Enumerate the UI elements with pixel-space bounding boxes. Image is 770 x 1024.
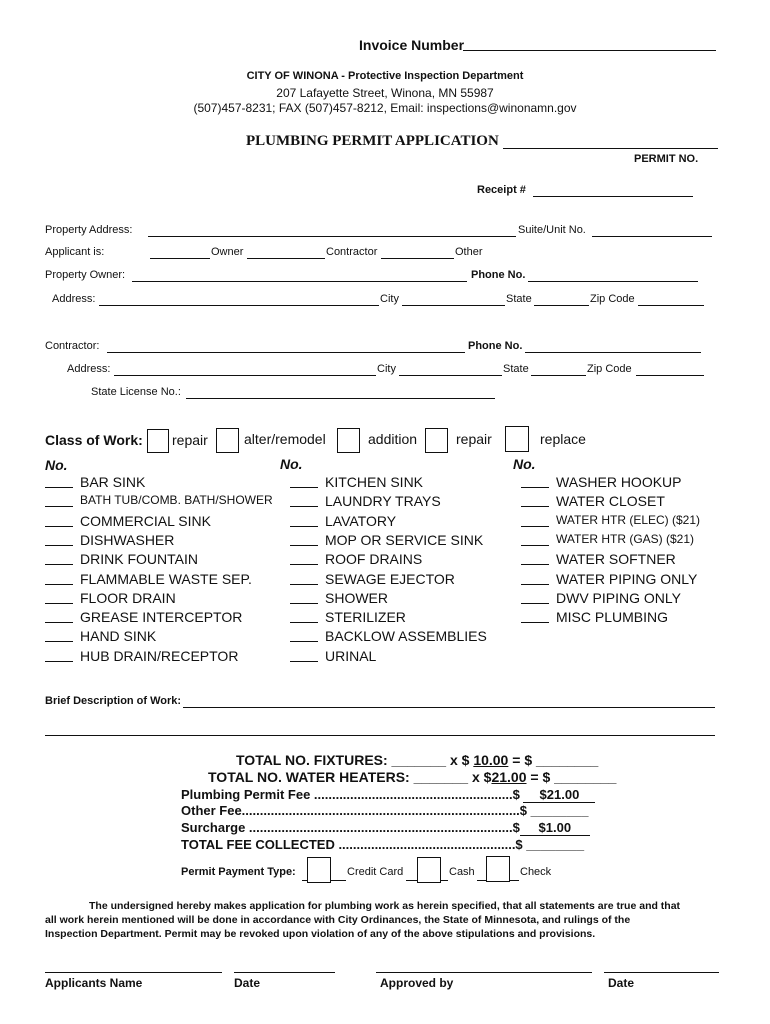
fixture-count-line[interactable] bbox=[45, 661, 73, 662]
total-heaters-row bbox=[208, 769, 616, 785]
applicant-owner-line[interactable] bbox=[150, 258, 210, 259]
fixture-count-line[interactable] bbox=[521, 564, 549, 565]
fixture-count-line[interactable] bbox=[290, 526, 318, 527]
fixture-count-line[interactable] bbox=[521, 545, 549, 546]
fixture-label: WATER CLOSET bbox=[556, 493, 665, 510]
date-label-2: Date bbox=[608, 976, 635, 990]
fixture-label: KITCHEN SINK bbox=[325, 474, 424, 490]
fixture-label: SEWAGE EJECTOR bbox=[325, 570, 455, 587]
col2-no-header: No. bbox=[280, 456, 303, 472]
fixture-label: WATER SOFTNER bbox=[556, 551, 676, 568]
fixture-label: BAR SINK bbox=[80, 474, 146, 490]
fixture-count-line[interactable] bbox=[45, 641, 73, 642]
fixture-label: WATER HTR (ELEC) ($21) bbox=[556, 512, 701, 527]
department-contact: (507)457-8231; FAX (507)457-8212, Email: inspections@winonamn.gov bbox=[193, 101, 577, 115]
applicant-other-line[interactable] bbox=[381, 258, 454, 259]
fixture-count-line[interactable] bbox=[290, 506, 318, 507]
fixture-label: WATER PIPING ONLY bbox=[556, 570, 698, 587]
fixture-count-line[interactable] bbox=[45, 564, 73, 565]
total-fixtures-row bbox=[236, 752, 598, 768]
statement-line-3: Inspection Department. Permit may be revoked upon violation of any of the above stipulations and provisions. bbox=[45, 928, 596, 940]
fixture-count-line[interactable] bbox=[290, 622, 318, 623]
cash-checkbox[interactable] bbox=[417, 857, 441, 883]
applicant-other-label: Other bbox=[455, 246, 483, 258]
fixture-count-line[interactable] bbox=[45, 487, 73, 488]
fixture-count-line[interactable] bbox=[45, 603, 73, 604]
property-address-line[interactable] bbox=[148, 236, 516, 237]
col3-no-header: No. bbox=[513, 456, 536, 472]
fixture-label: DRINK FOUNTAIN bbox=[80, 551, 198, 568]
fixture-label: FLAMMABLE WASTE SEP. bbox=[80, 570, 252, 587]
fixture-count-line[interactable] bbox=[45, 584, 73, 585]
suite-unit-line[interactable] bbox=[592, 236, 712, 237]
class-repair-checkbox[interactable] bbox=[147, 429, 169, 453]
fixture-count-line[interactable] bbox=[521, 526, 549, 527]
applicant-signature-line[interactable] bbox=[45, 972, 222, 973]
cash-label: Cash bbox=[449, 866, 475, 878]
contractor-city-line[interactable] bbox=[399, 375, 502, 376]
class-alter-remodel-label: alter/remodel bbox=[244, 431, 326, 447]
owner-zip-label: Zip Code bbox=[590, 293, 635, 305]
credit-card-label: Credit Card bbox=[347, 866, 404, 878]
contractor-phone-label: Phone No. bbox=[468, 340, 523, 352]
fixture-label: BATH TUB/COMB. BATH/SHOWER bbox=[80, 493, 273, 508]
fixture-count-line[interactable] bbox=[521, 584, 549, 585]
applicant-date-line[interactable] bbox=[234, 972, 335, 973]
total-fixtures-label: TOTAL NO. FIXTURES: _______ x $ bbox=[236, 752, 470, 768]
date-label-1: Date bbox=[234, 976, 261, 990]
property-address-label: Property Address: bbox=[45, 224, 133, 236]
property-owner-label: Property Owner: bbox=[45, 269, 126, 281]
fixture-count-line[interactable] bbox=[290, 545, 318, 546]
fixture-count-line[interactable] bbox=[45, 545, 73, 546]
check-label: Check bbox=[520, 866, 552, 878]
permit-number-line[interactable] bbox=[503, 148, 718, 149]
contractor-label: Contractor: bbox=[45, 340, 100, 352]
fixture-count-line[interactable] bbox=[290, 564, 318, 565]
fixture-label: HAND SINK bbox=[80, 628, 157, 645]
fixture-count-line[interactable] bbox=[290, 603, 318, 604]
fixture-count-line[interactable] bbox=[290, 487, 318, 488]
description-line-1[interactable] bbox=[183, 707, 715, 708]
contractor-state-label: State bbox=[503, 363, 529, 375]
description-line-2[interactable] bbox=[45, 735, 715, 736]
fixture-label: GREASE INTERCEPTOR bbox=[80, 609, 243, 626]
fixture-count-line[interactable] bbox=[521, 622, 549, 623]
owner-address-label: Address: bbox=[52, 293, 96, 305]
fixture-label: COMMERCIAL SINK bbox=[80, 512, 211, 529]
fixture-count-line[interactable] bbox=[45, 526, 73, 527]
owner-state-line[interactable] bbox=[534, 305, 589, 306]
fixture-label: URINAL bbox=[325, 647, 377, 664]
owner-city-label: City bbox=[380, 293, 399, 305]
contractor-city-label: City bbox=[377, 363, 396, 375]
check-checkbox[interactable] bbox=[486, 856, 510, 882]
class-alter-remodel-checkbox[interactable] bbox=[216, 428, 239, 453]
other-fee-row[interactable]: Other Fee.............................................................................$ ________ bbox=[181, 803, 589, 818]
fixture-label: BACKLOW ASSEMBLIES bbox=[325, 628, 487, 645]
fixture-count-line[interactable] bbox=[521, 487, 549, 488]
fixture-rate: 10.00 bbox=[473, 752, 509, 768]
statement-line-2: all work herein mentioned will be done in accordance with City Ordinances, the State of Minnesota, and rulings of the bbox=[45, 914, 631, 926]
col1-no-header: No. bbox=[45, 457, 68, 473]
contractor-line[interactable] bbox=[107, 352, 465, 353]
owner-zip-line[interactable] bbox=[638, 305, 704, 306]
property-owner-line[interactable] bbox=[132, 281, 467, 282]
receipt-line[interactable] bbox=[533, 196, 693, 197]
class-addition-label: addition bbox=[368, 431, 418, 447]
fixture-label: STERILIZER bbox=[325, 609, 406, 626]
class-replace-label: replace bbox=[540, 431, 586, 447]
approved-by-line[interactable] bbox=[376, 972, 592, 973]
statement-line-1: The undersigned hereby makes application for plumbing work as herein specified, that all statements are true and that bbox=[89, 900, 681, 912]
owner-city-line[interactable] bbox=[402, 305, 505, 306]
applicants-name-label: Applicants Name bbox=[45, 976, 143, 990]
receipt-label: Receipt # bbox=[477, 184, 526, 196]
fixture-count-line[interactable] bbox=[45, 506, 73, 507]
suite-unit-label: Suite/Unit No. bbox=[518, 224, 586, 236]
invoice-number-label: Invoice Number bbox=[359, 37, 465, 53]
contractor-zip-label: Zip Code bbox=[587, 363, 632, 375]
contractor-phone-line[interactable] bbox=[525, 352, 701, 353]
surcharge-value: $1.00 bbox=[520, 820, 590, 836]
class-replace-checkbox[interactable] bbox=[505, 426, 529, 452]
fixture-label: WASHER HOOKUP bbox=[556, 474, 682, 490]
fixture-label: DISHWASHER bbox=[80, 531, 175, 548]
fixture-count-line[interactable] bbox=[290, 584, 318, 585]
applicant-owner-label: Owner bbox=[211, 246, 244, 258]
total-collected-row[interactable]: TOTAL FEE COLLECTED .................................................$ ________ bbox=[181, 837, 585, 852]
payment-type-label: Permit Payment Type: bbox=[181, 866, 296, 878]
state-license-label: State License No.: bbox=[91, 386, 181, 398]
class-repair-2-label: repair bbox=[456, 431, 492, 447]
class-addition-checkbox[interactable] bbox=[337, 428, 360, 453]
applicant-contractor-line[interactable] bbox=[247, 258, 325, 259]
owner-address-line[interactable] bbox=[99, 305, 379, 306]
class-of-work-label: Class of Work: bbox=[45, 432, 143, 448]
invoice-number-line[interactable] bbox=[463, 50, 716, 51]
heater-rate: 21.00 bbox=[491, 769, 527, 785]
fixture-label: MISC PLUMBING bbox=[556, 609, 669, 626]
contractor-address-line[interactable] bbox=[114, 375, 376, 376]
permit-no-label: PERMIT NO. bbox=[634, 153, 699, 165]
department-address: 207 Lafayette Street, Winona, MN 55987 bbox=[276, 86, 494, 100]
fixture-label: ROOF DRAINS bbox=[325, 551, 423, 568]
department-title: CITY OF WINONA - Protective Inspection Department bbox=[246, 70, 524, 82]
class-repair-label: repair bbox=[172, 432, 208, 448]
permit-fee-label: Plumbing Permit Fee .......................................................$ bbox=[181, 787, 520, 802]
approved-by-label: Approved by bbox=[380, 976, 454, 990]
applicant-contractor-label: Contractor bbox=[326, 246, 378, 258]
fixture-label: DWV PIPING ONLY bbox=[556, 589, 681, 606]
class-repair-2-checkbox[interactable] bbox=[425, 428, 448, 453]
description-label: Brief Description of Work: bbox=[45, 695, 182, 707]
fixture-label: LAVATORY bbox=[325, 512, 397, 529]
fixture-count-line[interactable] bbox=[290, 661, 318, 662]
credit-card-checkbox[interactable] bbox=[307, 857, 331, 883]
fixture-label: FLOOR DRAIN bbox=[80, 589, 176, 606]
fixture-label: MOP OR SERVICE SINK bbox=[325, 531, 484, 548]
contractor-zip-line[interactable] bbox=[636, 375, 704, 376]
owner-state-label: State bbox=[506, 293, 532, 305]
fixture-count-line[interactable] bbox=[45, 622, 73, 623]
permit-fee-value: $21.00 bbox=[523, 787, 595, 803]
permit-fee-row bbox=[181, 787, 595, 803]
state-license-line[interactable] bbox=[186, 398, 495, 399]
fixture-count-line[interactable] bbox=[290, 641, 318, 642]
owner-phone-label: Phone No. bbox=[471, 269, 526, 281]
total-heaters-tail[interactable]: = $ ________ bbox=[530, 769, 617, 785]
fixture-count-line[interactable] bbox=[521, 603, 549, 604]
surcharge-label: Surcharge .........................................................................$ bbox=[181, 820, 520, 835]
fixture-label: SHOWER bbox=[325, 589, 388, 606]
fixture-label: WATER HTR (GAS) ($21) bbox=[556, 531, 695, 546]
contractor-state-line[interactable] bbox=[531, 375, 586, 376]
total-fixtures-tail[interactable]: = $ ________ bbox=[512, 752, 599, 768]
form-title: PLUMBING PERMIT APPLICATION bbox=[246, 133, 499, 149]
approved-date-line[interactable] bbox=[604, 972, 719, 973]
surcharge-row bbox=[181, 820, 590, 836]
fixture-count-line[interactable] bbox=[521, 506, 549, 507]
owner-phone-line[interactable] bbox=[528, 281, 698, 282]
total-heaters-label: TOTAL NO. WATER HEATERS: _______ x $ bbox=[208, 769, 492, 785]
fixture-label: HUB DRAIN/RECEPTOR bbox=[80, 647, 239, 664]
contractor-address-label: Address: bbox=[67, 363, 111, 375]
applicant-is-label: Applicant is: bbox=[45, 246, 105, 258]
fixture-label: LAUNDRY TRAYS bbox=[325, 493, 441, 510]
